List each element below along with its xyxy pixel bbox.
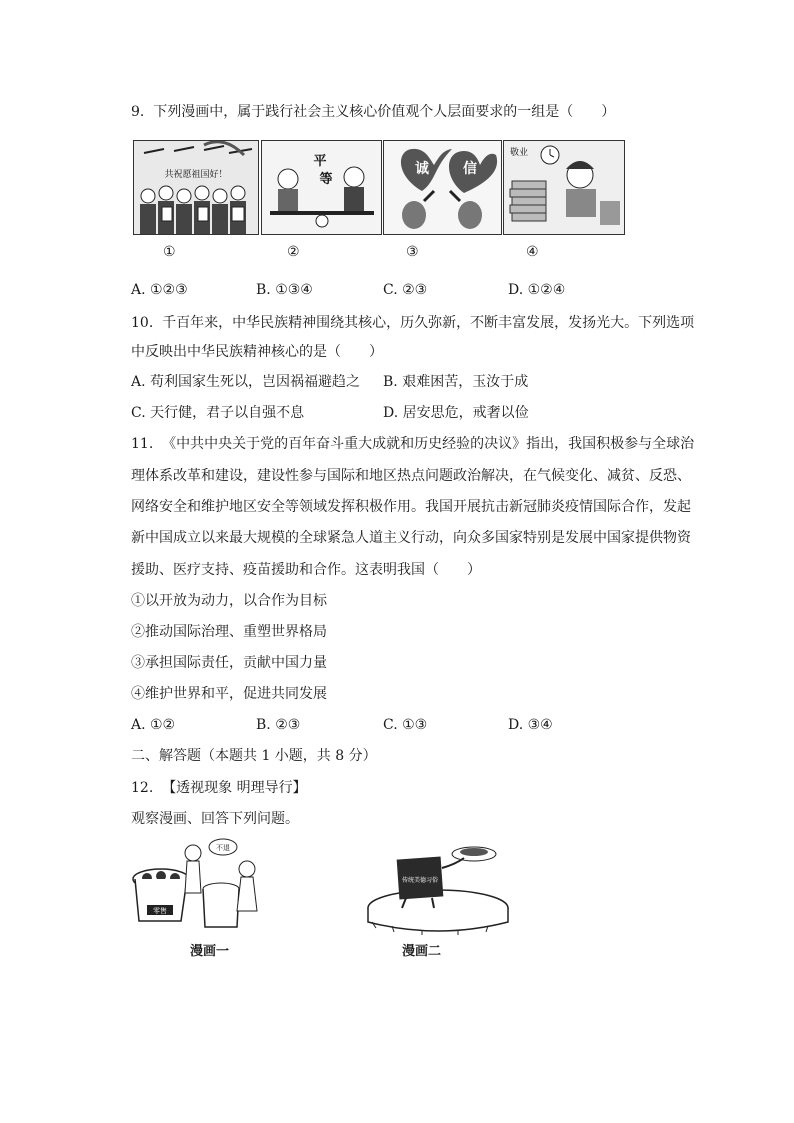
q12-title: 12. 【透视现象 明理导行】 bbox=[131, 780, 307, 796]
celebration-comic-icon bbox=[134, 141, 258, 234]
q11-option-b[interactable]: B. ②③ bbox=[256, 717, 301, 733]
q10-stem-line2: 中反映出中华民族精神核心的是（ ） bbox=[131, 344, 383, 360]
comic1-caption: 漫画一 bbox=[190, 944, 230, 959]
panel2-caption-1: 平 bbox=[313, 154, 327, 169]
dedication-teacher-comic-icon bbox=[504, 141, 624, 234]
comic-one bbox=[131, 835, 271, 935]
table-feast-comic-icon bbox=[362, 838, 512, 936]
q11-stem-line3: 网络安全和维护地区安全等领域发挥积极作用。我国开展抗击新冠肺炎疫情国际合作，发起 bbox=[131, 499, 691, 515]
q11-option-a[interactable]: A. ①② bbox=[131, 717, 176, 733]
q9-option-b[interactable]: B. ①③④ bbox=[256, 282, 313, 298]
panel-number-3: ③ bbox=[406, 244, 419, 260]
q9-option-d[interactable]: D. ①②④ bbox=[508, 282, 566, 298]
comic1-sign: 零售 bbox=[153, 907, 167, 915]
q10-option-c[interactable]: C. 天行健，君子以自强不息 bbox=[131, 405, 305, 421]
integrity-hearts-comic-icon bbox=[384, 141, 501, 234]
panel2-caption-2: 等 bbox=[319, 172, 333, 187]
q9-stem: 9. 下列漫画中，属于践行社会主义核心价值观个人层面要求的一组是（ ） bbox=[131, 104, 616, 120]
food-vendor-comic-icon bbox=[131, 835, 271, 935]
panel3-caption-1: 诚 bbox=[415, 161, 429, 177]
q10-option-b[interactable]: B. 艰难困苦，玉汝于成 bbox=[383, 374, 529, 390]
section-heading: 二、解答题（本题共 1 小题，共 8 分） bbox=[131, 748, 377, 764]
q12-instruction: 观察漫画、回答下列问题。 bbox=[131, 811, 299, 827]
comic2-sign: 传统美德习俗 bbox=[401, 877, 439, 884]
comic-panel-2 bbox=[261, 140, 382, 235]
equality-scale-comic-icon bbox=[262, 141, 381, 234]
q11-stem-line2: 理体系改革和建设，建设性参与国际和地区热点问题政治解决，在气候变化、减贫、反恐、 bbox=[131, 468, 691, 484]
comic-panel-3 bbox=[383, 140, 502, 235]
q11-stem-line1: 11. 《中共中央关于党的百年奋斗重大成就和历史经验的决议》指出，我国积极参与全球治 bbox=[131, 436, 695, 452]
q10-stem-line1: 10. 千百年来，中华民族精神围绕其核心，历久弥新，不断丰富发展，发扬光大。下列选项 bbox=[131, 315, 695, 331]
panel-number-1: ① bbox=[163, 244, 176, 260]
panel3-caption-2: 信 bbox=[463, 161, 477, 177]
q10-option-d[interactable]: D. 居安思危，戒奢以俭 bbox=[383, 405, 529, 421]
q11-statement-4: ④维护世界和平，促进共同发展 bbox=[131, 686, 327, 702]
comic-panel-4 bbox=[503, 140, 625, 235]
q9-option-a[interactable]: A. ①②③ bbox=[131, 282, 188, 298]
q10-option-a[interactable]: A. 苟利国家生死以，岂因祸福避趋之 bbox=[131, 374, 361, 390]
panel-number-4: ④ bbox=[526, 244, 539, 260]
q9-option-c[interactable]: C. ②③ bbox=[383, 282, 428, 298]
comic-panel-1 bbox=[133, 140, 259, 235]
q11-statement-2: ②推动国际治理、重塑世界格局 bbox=[131, 624, 327, 640]
q11-stem-line5: 援助、医疗支持、疫苗援助和合作。这表明我国（ ） bbox=[131, 562, 481, 578]
q11-statement-3: ③承担国际责任，贡献中国力量 bbox=[131, 655, 327, 671]
comic1-bubble: 不退 bbox=[216, 844, 230, 852]
panel4-caption: 敬业 bbox=[510, 148, 529, 158]
q11-statement-1: ①以开放为动力，以合作为目标 bbox=[131, 593, 327, 609]
panel1-caption: 共祝愿祖国好！ bbox=[164, 170, 228, 180]
q11-stem-line4: 新中国成立以来最大规模的全球紧急人道主义行动，向众多国家特别是发展中国家提供物资 bbox=[131, 530, 691, 546]
comic2-caption: 漫画二 bbox=[402, 944, 442, 959]
comic-two bbox=[362, 838, 512, 936]
q11-option-d[interactable]: D. ③④ bbox=[508, 717, 553, 733]
q11-option-c[interactable]: C. ①③ bbox=[383, 717, 428, 733]
panel-number-2: ② bbox=[287, 244, 300, 260]
